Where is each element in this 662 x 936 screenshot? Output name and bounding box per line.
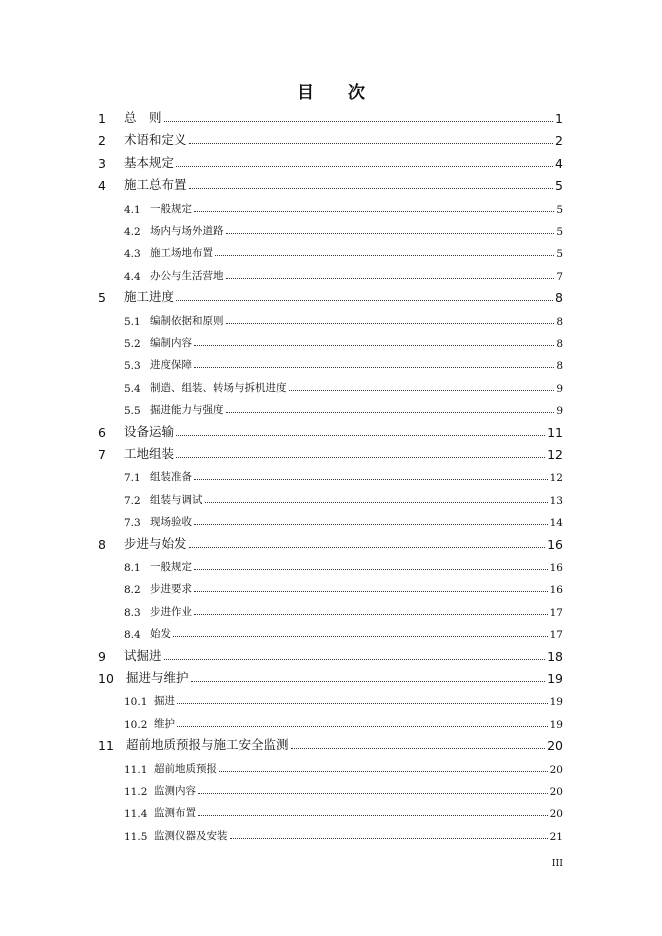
- toc-entry-number: 4: [98, 178, 106, 194]
- toc-entry-title: 步进要求: [150, 583, 192, 596]
- toc-entry-title: 工地组装: [124, 446, 175, 461]
- toc-dot-leader: [230, 838, 548, 839]
- toc-entry-number: 7: [98, 447, 106, 462]
- toc-dot-leader: [226, 278, 555, 279]
- toc-entry-title: 设备运输: [124, 423, 175, 439]
- toc-section-entry[interactable]: [124, 306, 563, 328]
- toc-dot-leader: [194, 614, 548, 615]
- toc-chapter-entry[interactable]: [98, 171, 563, 193]
- toc-entry-title: 术语和定义: [124, 132, 187, 148]
- toc-dot-leader: [219, 771, 548, 772]
- toc-dot-leader: [194, 367, 554, 368]
- toc-entry-page: 20: [549, 808, 563, 821]
- toc-entry-number: 11.5: [124, 830, 148, 843]
- toc-entry-page: 17: [549, 629, 563, 642]
- toc-entry-number: 2: [98, 133, 106, 149]
- toc-entry-number: 8.3: [124, 606, 141, 619]
- toc-chapter-entry[interactable]: [98, 104, 563, 126]
- toc-dot-leader: [176, 166, 553, 167]
- toc-entry-number: 5: [98, 290, 106, 306]
- toc-entry-page: 19: [549, 718, 563, 731]
- toc-entry-page: 19: [547, 671, 563, 686]
- toc-entry-page: 8: [556, 315, 563, 328]
- toc-dot-leader: [194, 569, 548, 570]
- toc-entry-title: 制造、组装、转场与拆机进度: [150, 381, 287, 394]
- toc-entry-page: 5: [556, 203, 563, 216]
- toc-section-entry[interactable]: [124, 485, 563, 507]
- toc-dot-leader: [226, 412, 555, 413]
- toc-section-entry[interactable]: [124, 709, 563, 731]
- toc-dot-leader: [176, 435, 545, 436]
- toc-entry-page: 4: [555, 155, 563, 171]
- toc-entry-page: 11: [547, 424, 563, 440]
- toc-entry-title: 掘进与维护: [126, 670, 189, 685]
- toc-entry-number: 5.1: [124, 315, 141, 328]
- toc-entry-title: 监测布置: [154, 807, 196, 820]
- toc-entry-number: 7.2: [124, 494, 141, 507]
- toc-dot-leader: [176, 457, 545, 458]
- toc-entry-page: 5: [556, 248, 563, 261]
- toc-entry-page: 9: [556, 382, 563, 395]
- toc-entry-title: 办公与生活营地: [150, 269, 224, 282]
- toc-entry-title: 试掘进: [124, 647, 162, 663]
- toc-entry-number: 7.3: [124, 517, 141, 530]
- toc-entry-page: 13: [549, 494, 563, 507]
- toc-entry-number: 6: [98, 424, 106, 440]
- toc-dot-leader: [189, 547, 546, 548]
- toc-entry-number: 10.1: [124, 696, 148, 709]
- toc-entry-page: 7: [556, 270, 563, 283]
- toc-entry-title: 步进与始发: [124, 535, 187, 551]
- toc-entry-page: 20: [549, 763, 563, 776]
- toc-chapter-entry[interactable]: [98, 664, 563, 686]
- toc-entry-number: 11: [98, 738, 114, 754]
- toc-dot-leader: [198, 793, 548, 794]
- toc-section-entry[interactable]: [124, 686, 563, 708]
- toc-entry-number: 5.3: [124, 360, 141, 373]
- toc-dot-leader: [189, 143, 554, 144]
- toc-section-entry[interactable]: [124, 395, 563, 417]
- toc-entry-title: 掘进能力与强度: [150, 404, 224, 417]
- toc-entry-title: 施工场地布置: [150, 247, 213, 260]
- toc-entry-page: 8: [556, 338, 563, 350]
- toc-dot-leader: [173, 636, 548, 637]
- toc-entry-number: 3: [98, 155, 106, 171]
- toc-section-entry[interactable]: [124, 507, 563, 529]
- toc-section-entry[interactable]: [124, 261, 563, 283]
- toc-section-entry[interactable]: [124, 552, 563, 574]
- toc-entry-title: 组装与调试: [150, 493, 203, 506]
- toc-entry-title: 超前地质预报与施工安全监测: [126, 737, 289, 753]
- toc-dot-leader: [191, 681, 546, 682]
- toc-entry-number: 10: [98, 671, 114, 686]
- toc-section-entry[interactable]: [124, 194, 563, 216]
- toc-entry-page: 19: [549, 696, 563, 709]
- toc-dot-leader: [226, 323, 555, 324]
- toc-chapter-entry[interactable]: [98, 731, 563, 753]
- toc-entry-page: 16: [549, 562, 563, 574]
- toc-dot-leader: [215, 255, 554, 256]
- toc-dot-leader: [194, 524, 548, 525]
- toc-chapter-entry[interactable]: [98, 149, 563, 171]
- toc-section-entry[interactable]: [124, 597, 563, 619]
- toc-entry-title: 编制内容: [150, 337, 192, 349]
- toc-entry-page: 16: [547, 536, 563, 552]
- toc-section-entry[interactable]: [124, 821, 563, 843]
- toc-entry-page: 12: [549, 472, 563, 485]
- toc-entry-number: 8.1: [124, 562, 141, 574]
- toc-entry-title: 始发: [150, 628, 171, 641]
- toc-chapter-entry[interactable]: [98, 440, 563, 462]
- toc-title: 目 次: [297, 83, 379, 103]
- toc-entry-page: 20: [549, 786, 563, 798]
- toc-entry-number: 5.2: [124, 338, 141, 350]
- toc-entry-page: 20: [547, 738, 563, 754]
- toc-entry-title: 施工总布置: [124, 177, 187, 193]
- toc-chapter-entry[interactable]: [98, 418, 563, 440]
- toc-entry-page: 8: [556, 360, 563, 373]
- toc-entry-number: 11.1: [124, 763, 148, 776]
- toc-entry-number: 8.4: [124, 629, 141, 642]
- toc-dot-leader: [164, 659, 546, 660]
- toc-entry-title: 施工进度: [124, 289, 175, 305]
- toc-entry-page: 21: [549, 830, 563, 843]
- toc-entry-page: 16: [549, 584, 563, 597]
- toc-entry-title: 场内与场外道路: [150, 225, 224, 237]
- toc-entry-number: 11.2: [124, 786, 148, 798]
- toc-entry-number: 5.4: [124, 382, 141, 395]
- toc-entry-page: 5: [555, 178, 563, 194]
- toc-section-entry[interactable]: [124, 216, 563, 238]
- toc-entry-page: 12: [547, 447, 563, 462]
- toc-entry-number: 11.4: [124, 808, 148, 821]
- toc-entry-title: 超前地质预报: [154, 762, 217, 775]
- toc-section-entry[interactable]: [124, 754, 563, 776]
- toc-entry-page: 5: [556, 226, 563, 238]
- toc-entry-title: 组装准备: [150, 471, 192, 484]
- toc-entry-title: 一般规定: [150, 561, 192, 573]
- toc-entry-title: 编制依据和原则: [150, 314, 224, 327]
- toc-dot-leader: [291, 748, 546, 749]
- toc-dot-leader: [289, 390, 555, 391]
- toc-dot-leader: [194, 345, 554, 346]
- toc-chapter-entry[interactable]: [98, 126, 563, 148]
- toc-entry-title: 现场验收: [150, 516, 192, 529]
- toc-entry-title: 监测仪器及安装: [154, 829, 228, 842]
- toc-dot-leader: [198, 815, 548, 816]
- toc-entry-number: 8: [98, 536, 106, 552]
- toc-entry-title: 监测内容: [154, 785, 196, 797]
- toc-dot-leader: [164, 121, 554, 122]
- toc-dot-leader: [189, 188, 554, 189]
- toc-entry-number: 1: [98, 111, 106, 126]
- toc-entry-number: 4.3: [124, 248, 141, 261]
- toc-section-entry[interactable]: [124, 373, 563, 395]
- toc-entry-number: 9: [98, 648, 106, 664]
- toc-dot-leader: [177, 726, 548, 727]
- toc-section-entry[interactable]: [124, 619, 563, 641]
- toc-entry-page: 2: [555, 133, 563, 149]
- page-number: III: [551, 858, 563, 869]
- toc-dot-leader: [176, 300, 553, 301]
- toc-section-entry[interactable]: [124, 462, 563, 484]
- toc-dot-leader: [194, 479, 548, 480]
- toc-section-entry[interactable]: [124, 798, 563, 820]
- toc-entry-number: 4.4: [124, 270, 141, 283]
- toc-entry-number: 10.2: [124, 718, 148, 731]
- toc-entry-title: 步进作业: [150, 605, 192, 618]
- toc-entry-number: 8.2: [124, 584, 141, 597]
- toc-section-entry[interactable]: [124, 238, 563, 260]
- toc-entry-page: 18: [547, 648, 563, 664]
- toc-entry-title: 总 则: [124, 110, 162, 125]
- toc-dot-leader: [177, 703, 548, 704]
- toc-dot-leader: [205, 502, 548, 503]
- toc-entry-page: 8: [555, 290, 563, 306]
- toc-chapter-entry[interactable]: [98, 642, 563, 664]
- toc-dot-leader: [194, 591, 548, 592]
- toc-entry-title: 维护: [154, 717, 175, 730]
- toc-entry-number: 7.1: [124, 472, 141, 485]
- toc-section-entry[interactable]: [124, 328, 563, 350]
- toc-entry-number: 5.5: [124, 405, 141, 418]
- toc-section-entry[interactable]: [124, 776, 563, 798]
- toc-chapter-entry[interactable]: [98, 530, 563, 552]
- toc-chapter-entry[interactable]: [98, 283, 563, 305]
- toc-entry-title: 掘进: [154, 695, 175, 708]
- toc-dot-leader: [226, 233, 555, 234]
- toc-entry-page: 9: [556, 405, 563, 418]
- toc-entry-title: 进度保障: [150, 359, 192, 372]
- toc-entry-number: 4.1: [124, 203, 141, 216]
- toc-entry-page: 14: [549, 517, 563, 530]
- toc-entry-page: 1: [555, 111, 563, 126]
- toc-entry-title: 一般规定: [150, 202, 192, 215]
- toc-entry-number: 4.2: [124, 226, 141, 238]
- toc-section-entry[interactable]: [124, 574, 563, 596]
- toc-entry-page: 17: [549, 606, 563, 619]
- toc-entry-title: 基本规定: [124, 154, 175, 170]
- toc-dot-leader: [194, 211, 554, 212]
- toc-section-entry[interactable]: [124, 350, 563, 372]
